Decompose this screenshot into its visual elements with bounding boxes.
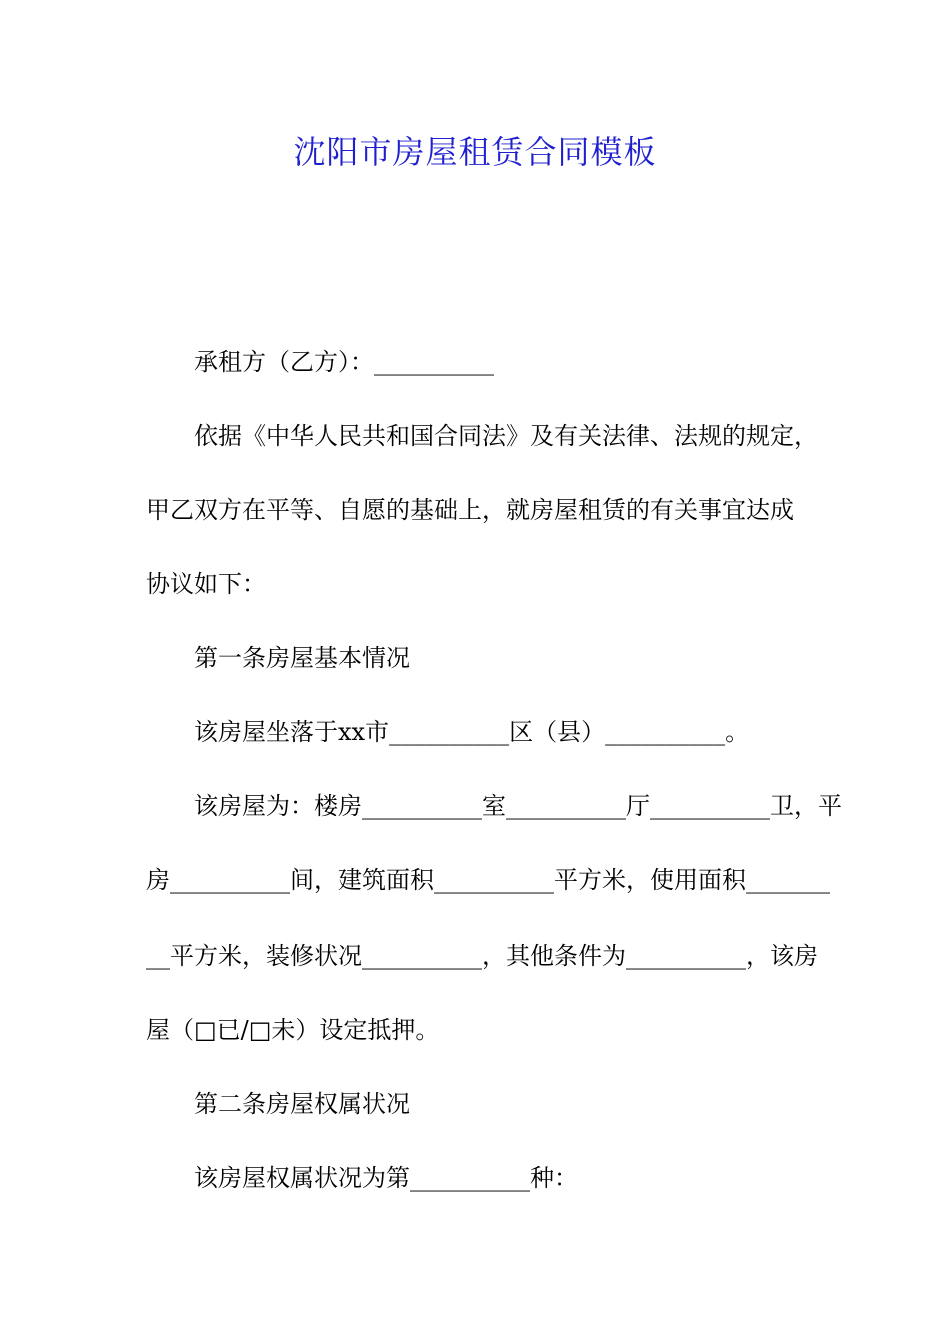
- ownership-status-line: 该房屋权属状况为第__________种：: [194, 1164, 578, 1192]
- property-layout-line-2: 房__________间，建筑面积__________平方米，使用面积_______: [146, 866, 830, 894]
- property-layout-line-3: __平方米，装修状况__________，其他条件为__________，该房: [146, 942, 818, 970]
- property-layout-line-4: 屋（□已/□未）设定抵押。: [146, 1016, 440, 1044]
- article-2-heading: 第二条房屋权属状况: [194, 1090, 410, 1118]
- paragraph-intro-line-3: 协议如下：: [146, 570, 266, 598]
- lessee-line: 承租方（乙方）：__________: [194, 348, 494, 376]
- article-1-heading: 第一条房屋基本情况: [194, 644, 410, 672]
- paragraph-intro-line-2: 甲乙双方在平等、自愿的基础上，就房屋租赁的有关事宜达成: [146, 496, 794, 524]
- property-layout-line-1: 该房屋为：楼房__________室__________厅__________卫，平: [194, 792, 842, 820]
- property-location-line: 该房屋坐落于xx市__________区（县）__________。: [194, 718, 750, 746]
- document-title: 沈阳市房屋租赁合同模板: [293, 133, 657, 171]
- paragraph-intro-line-1: 依据《中华人民共和国合同法》及有关法律、法规的规定，: [194, 422, 818, 450]
